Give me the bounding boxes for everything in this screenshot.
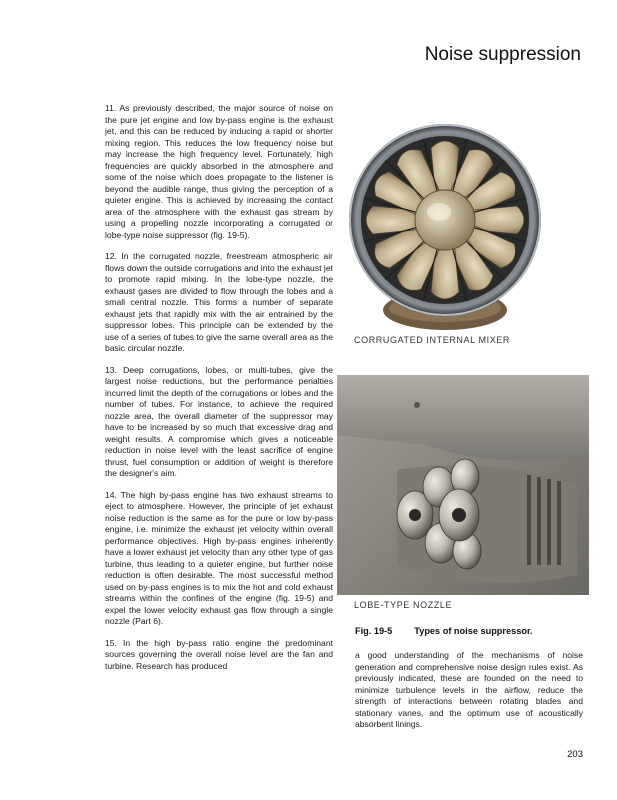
figure-number: Fig. 19-5 <box>355 626 393 636</box>
page-number: 203 <box>567 749 583 760</box>
lobe-nozzle-caption: LOBE-TYPE NOZZLE <box>354 600 453 610</box>
left-column <box>105 103 333 682</box>
figure-title: Types of noise suppressor. <box>414 626 533 636</box>
figure-caption <box>355 626 533 636</box>
corrugated-mixer-caption: CORRUGATED INTERNAL MIXER <box>354 335 511 345</box>
lobe-nozzle-image <box>337 375 589 595</box>
right-column-text: a good understanding of the mechanisms of noise generation and comprehensive noise design rules exist. As previously indicated, these are founded on the need to minimize turbulence levels in the airflow, reduce the strength of interactions between rotating blades and stationary vanes, and the optimum use of acoustically absorbent linings. <box>355 650 583 729</box>
paragraph-13: 13. Deep corrugations, lobes, or multi-tubes, give the largest noise reductions, but the performance penalties incurred limit the depth of the corrugations or lobes and the number of tubes. For instance, to achieve the required nozzle area, the overall diameter of the suppressor may have to be increased by so much that excessive drag and weight results. A compromise which gives a noticeable reduction in noise level with the least sacrifice of engine thrust, fuel consumption or addition of weight is therefore the designer's aim. <box>105 364 333 478</box>
paragraph-14: 14. The high by-pass engine has two exhaust streams to eject to atmosphere. However, the principle of jet exhaust noise reduction is the same as for the pure or low by-pass engine, i.e. minimize the exhaust jet velocity within overall performance objectives. High by-pass engines inherently have a lower exhaust jet velocity than any other type of gas turbine, thus leading to a quieter engine, but further noise reduction is often desirable. The most successful method used on by-pass engines is to mix the hot and cold exhaust streams within the confines of the engine (fig. 19-5) and expel the lower velocity exhaust gas flow through a single nozzle (Part 6). <box>105 489 333 626</box>
paragraph-15: 15. In the high by-pass ratio engine the predominant sources governing the overall noise level are the fan and turbine. Research has produced <box>105 637 333 671</box>
corrugated-mixer-image <box>342 120 548 332</box>
page-title: Noise suppression <box>424 44 581 65</box>
paragraph-11: 11. As previously described, the major source of noise on the pure jet engine and low by-pass engine is the exhaust jet, and this can be reduced by inducing a rapid or shorter mixing region. This reduces the low frequency noise but may increase the high frequency level. Fortunately, high frequencies are quickly absorbed in the atmosphere and some of the noise which does propagate to the listener is beyond the audible range, thus giving the perception of a quieter engine. This is achieved by increasing the contact area of the atmosphere with the exhaust gas stream by using a propelling nozzle incorporating a corrugated or lobe-type noise suppressor (fig. 19-5). <box>105 103 333 240</box>
paragraph-12: 12. In the corrugated nozzle, freestream atmospheric air flows down the outside corrugations and into the exhaust jet to promote rapid mixing. In the lobe-type nozzle, the exhaust gases are divided to flow through the lobes and a small central nozzle. This forms a number of separate exhaust jets that rapidly mix with the air entrained by the suppressor lobes. This principle can be extended by the use of a series of tubes to give the same overall area as the basic circular nozzle. <box>105 251 333 353</box>
